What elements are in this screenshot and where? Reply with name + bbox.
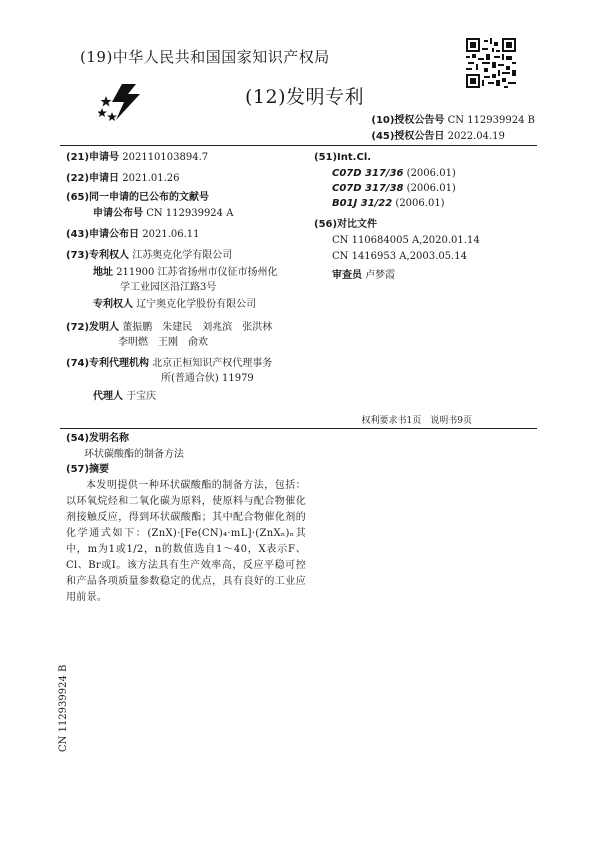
grant-number-label: (10)授权公告号 (371, 115, 445, 126)
section-rule (60, 428, 537, 429)
intcl-row (332, 166, 456, 181)
qr-code (466, 38, 516, 88)
address-field (93, 265, 278, 280)
grant-date: 2022.04.19 (447, 131, 505, 142)
publication-date-field (66, 227, 200, 242)
examiner-label: 审查员 (332, 270, 362, 281)
intcl-date: (2006.01) (406, 168, 456, 179)
inventors-label: (72)发明人 (66, 322, 120, 333)
publication-number-label: 申请公布号 (93, 208, 143, 219)
inventors-field (66, 320, 272, 335)
title-label: (54)发明名称 (66, 433, 130, 444)
agent: 于宝庆 (126, 391, 157, 402)
document-type: (12)发明专利 (245, 86, 365, 108)
patentee-1: 江苏奥克化学有限公司 (132, 250, 233, 261)
application-number-label: (21)申请号 (66, 152, 120, 163)
issuing-office: (19)中华人民共和国国家知识产权局 (80, 48, 330, 66)
inventors-line-2: 李明燃 王刚 俞欢 (118, 337, 208, 348)
intcl-code: C07D 317/36 (332, 168, 404, 179)
cnipa-logo (98, 80, 154, 124)
agency-line-1: 北京正桓知识产权代理事务 (152, 358, 273, 369)
patentee-1-field (66, 248, 232, 263)
address-label: 地址 (93, 267, 113, 278)
patentee-1-label: (73)专利权人 (66, 250, 130, 261)
application-number-field (66, 150, 208, 165)
publication-date-label: (43)申请公布日 (66, 229, 140, 240)
agent-field (93, 389, 156, 404)
reference-item: CN 110684005 A,2020.01.14 (332, 235, 480, 246)
agency-line-2: 所(普通合伙) 11979 (161, 373, 254, 384)
agency-field (66, 356, 272, 371)
agent-label: 代理人 (93, 391, 123, 402)
publication-date: 2021.06.11 (142, 229, 200, 240)
examiner: 卢梦霞 (365, 270, 396, 281)
prior-publication-field (66, 190, 209, 205)
abstract-label-field (66, 462, 109, 477)
publication-info (371, 113, 535, 145)
patentee-2-label: 专利权人 (93, 299, 133, 310)
application-date: 2021.01.26 (122, 173, 180, 184)
references-label: (56)对比文件 (314, 219, 378, 230)
application-date-label: (22)申请日 (66, 173, 120, 184)
address-line-2: 学工业园区沿江路3号 (120, 282, 217, 293)
references-field (314, 217, 377, 232)
grant-number-row (371, 113, 535, 129)
grant-number: CN 112939924 B (447, 115, 535, 126)
header-rule (60, 145, 537, 146)
agency-label: (74)专利代理机构 (66, 358, 150, 369)
title-label-field (66, 431, 129, 446)
intcl-field (314, 150, 371, 165)
intcl-date: (2006.01) (395, 198, 445, 209)
abstract-text: 本发明提供一种环状碳酸酯的制备方法，包括：以环氧烷烃和二氧化碳为原料，使原料与配合物催化剂接触反应，得到环状碳酸酯；其中配合物催化剂的化学通式如下：(ZnX)·[Fe(CN)₄·mL]·(ZnXₙ)ₙ其中，m为1或1/2，n的数值选自1～40，X表示F、Cl、Br或I。该方法具有生产效率高，反应平稳可控和产品各项质量参数稳定的优点，具有良好的工业应用前景。 (66, 480, 306, 603)
application-date-field (66, 171, 180, 186)
intcl-code: C07D 317/38 (332, 183, 404, 194)
intcl-code: B01J 31/22 (332, 198, 393, 209)
intcl-row (332, 181, 456, 196)
intcl-label: (51)Int.Cl. (314, 152, 372, 163)
inventors-line-1: 董振鹏 朱建民 刘兆滨 张洪林 (122, 322, 273, 333)
application-number: 202110103894.7 (122, 152, 209, 163)
prior-publication-label: (65)同一申请的已公布的文献号 (66, 192, 210, 203)
page-count: 权利要求书1页 说明书9页 (361, 416, 472, 426)
invention-title: 环状碳酸酯的制备方法 (84, 449, 184, 460)
grant-date-row (371, 129, 535, 145)
reference-item: CN 1416953 A,2003.05.14 (332, 251, 467, 262)
patentee-2-field (93, 297, 256, 312)
grant-date-label: (45)授权公告日 (371, 131, 445, 142)
intcl-row (332, 196, 445, 211)
intcl-date: (2006.01) (406, 183, 456, 194)
address-line-1: 211900 江苏省扬州市仪征市扬州化 (116, 267, 278, 278)
publication-number: CN 112939924 A (146, 208, 234, 219)
side-publication-number-text: CN 112939924 B (58, 664, 69, 752)
examiner-field (332, 268, 395, 283)
patentee-2: 辽宁奥克化学股份有限公司 (136, 299, 257, 310)
abstract-label: (57)摘要 (66, 464, 110, 475)
publication-number-field (93, 206, 233, 221)
